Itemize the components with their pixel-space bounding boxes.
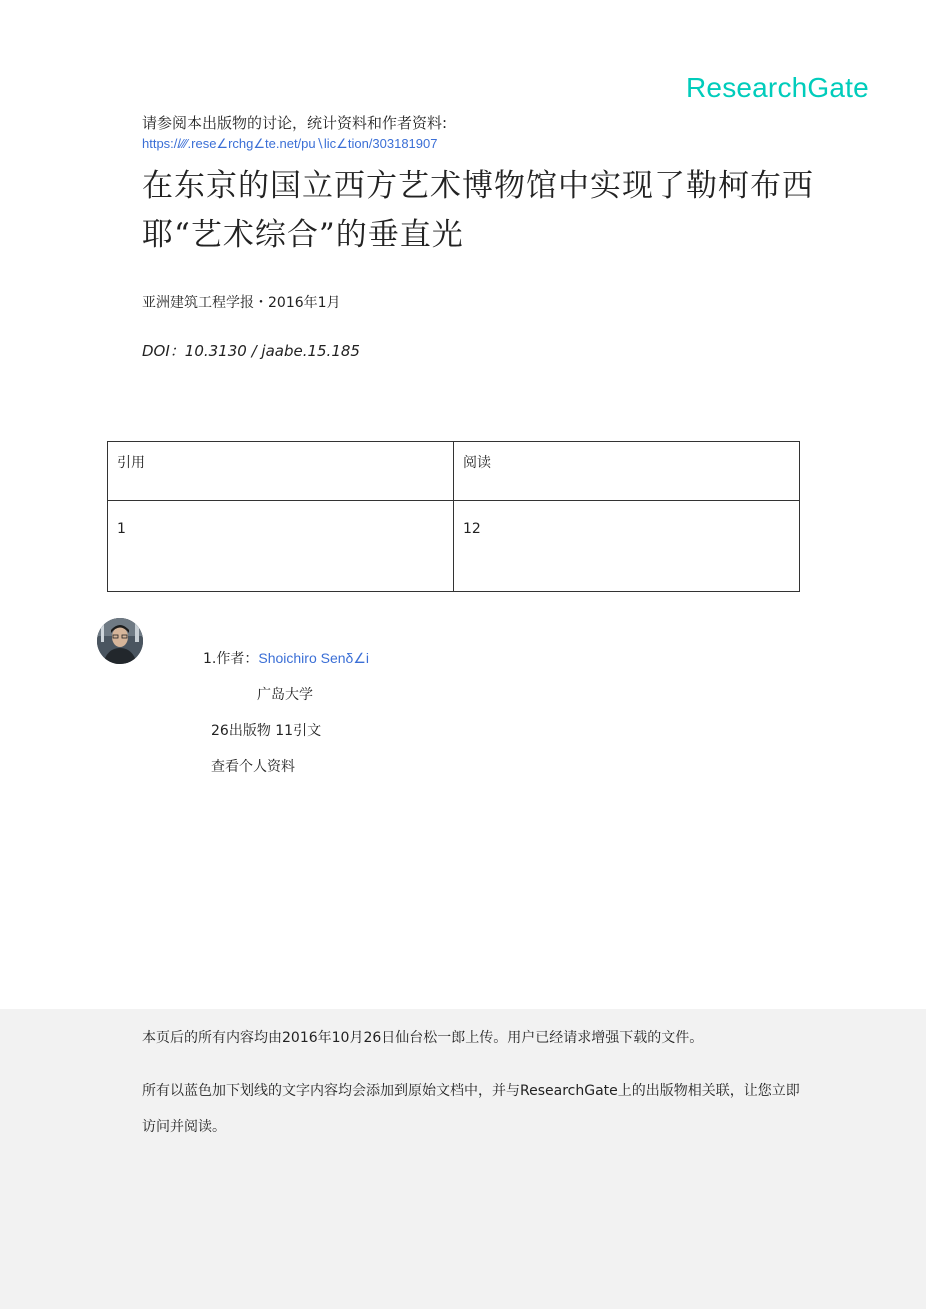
reads-label: 阅读 <box>454 442 800 501</box>
link-note: 所有以蓝色加下划线的文字内容均会添加到原始文档中，并与ResearchGate上的出版物相关联，让您立即访问并阅读。 <box>142 1083 800 1135</box>
author-line <box>203 648 369 668</box>
citations-label: 引用 <box>108 442 454 501</box>
author-avatar[interactable] <box>97 618 143 664</box>
stats-table <box>107 441 800 592</box>
journal-info: 亚洲建筑工程学报・2016年1月 <box>142 295 341 311</box>
footer <box>0 1009 926 1309</box>
author-counts: 26出版物 11引文 <box>211 723 322 739</box>
view-profile-link[interactable]: 查看个人资料 <box>211 759 295 775</box>
see-publication-text: 请参阅本出版物的讨论，统计资料和作者资料: <box>142 114 448 132</box>
citations-count: 1 <box>108 501 454 592</box>
author-name-link[interactable]: Shoichiro Senδ∠i <box>258 650 369 666</box>
publication-link[interactable]: https://∕∕∕.rese∠rchg∠te.net/pu∖lic∠tion/303181907 <box>142 136 438 151</box>
doi: DOI：10.3130 / jaabe.15.185 <box>142 342 360 360</box>
author-affiliation: 广岛大学 <box>257 687 313 703</box>
author-prefix: 1.作者： <box>203 651 259 667</box>
reads-count: 12 <box>454 501 800 592</box>
researchgate-logo[interactable]: ResearchGate <box>686 72 869 103</box>
upload-note: 本页后的所有内容均由2016年10月26日仙台松一郎上传。用户已经请求增强下载的文件。 <box>142 1030 704 1046</box>
paper-title: 在东京的国立西方艺术博物馆中实现了勒柯布西耶“艺术综合”的垂直光 <box>142 168 814 253</box>
